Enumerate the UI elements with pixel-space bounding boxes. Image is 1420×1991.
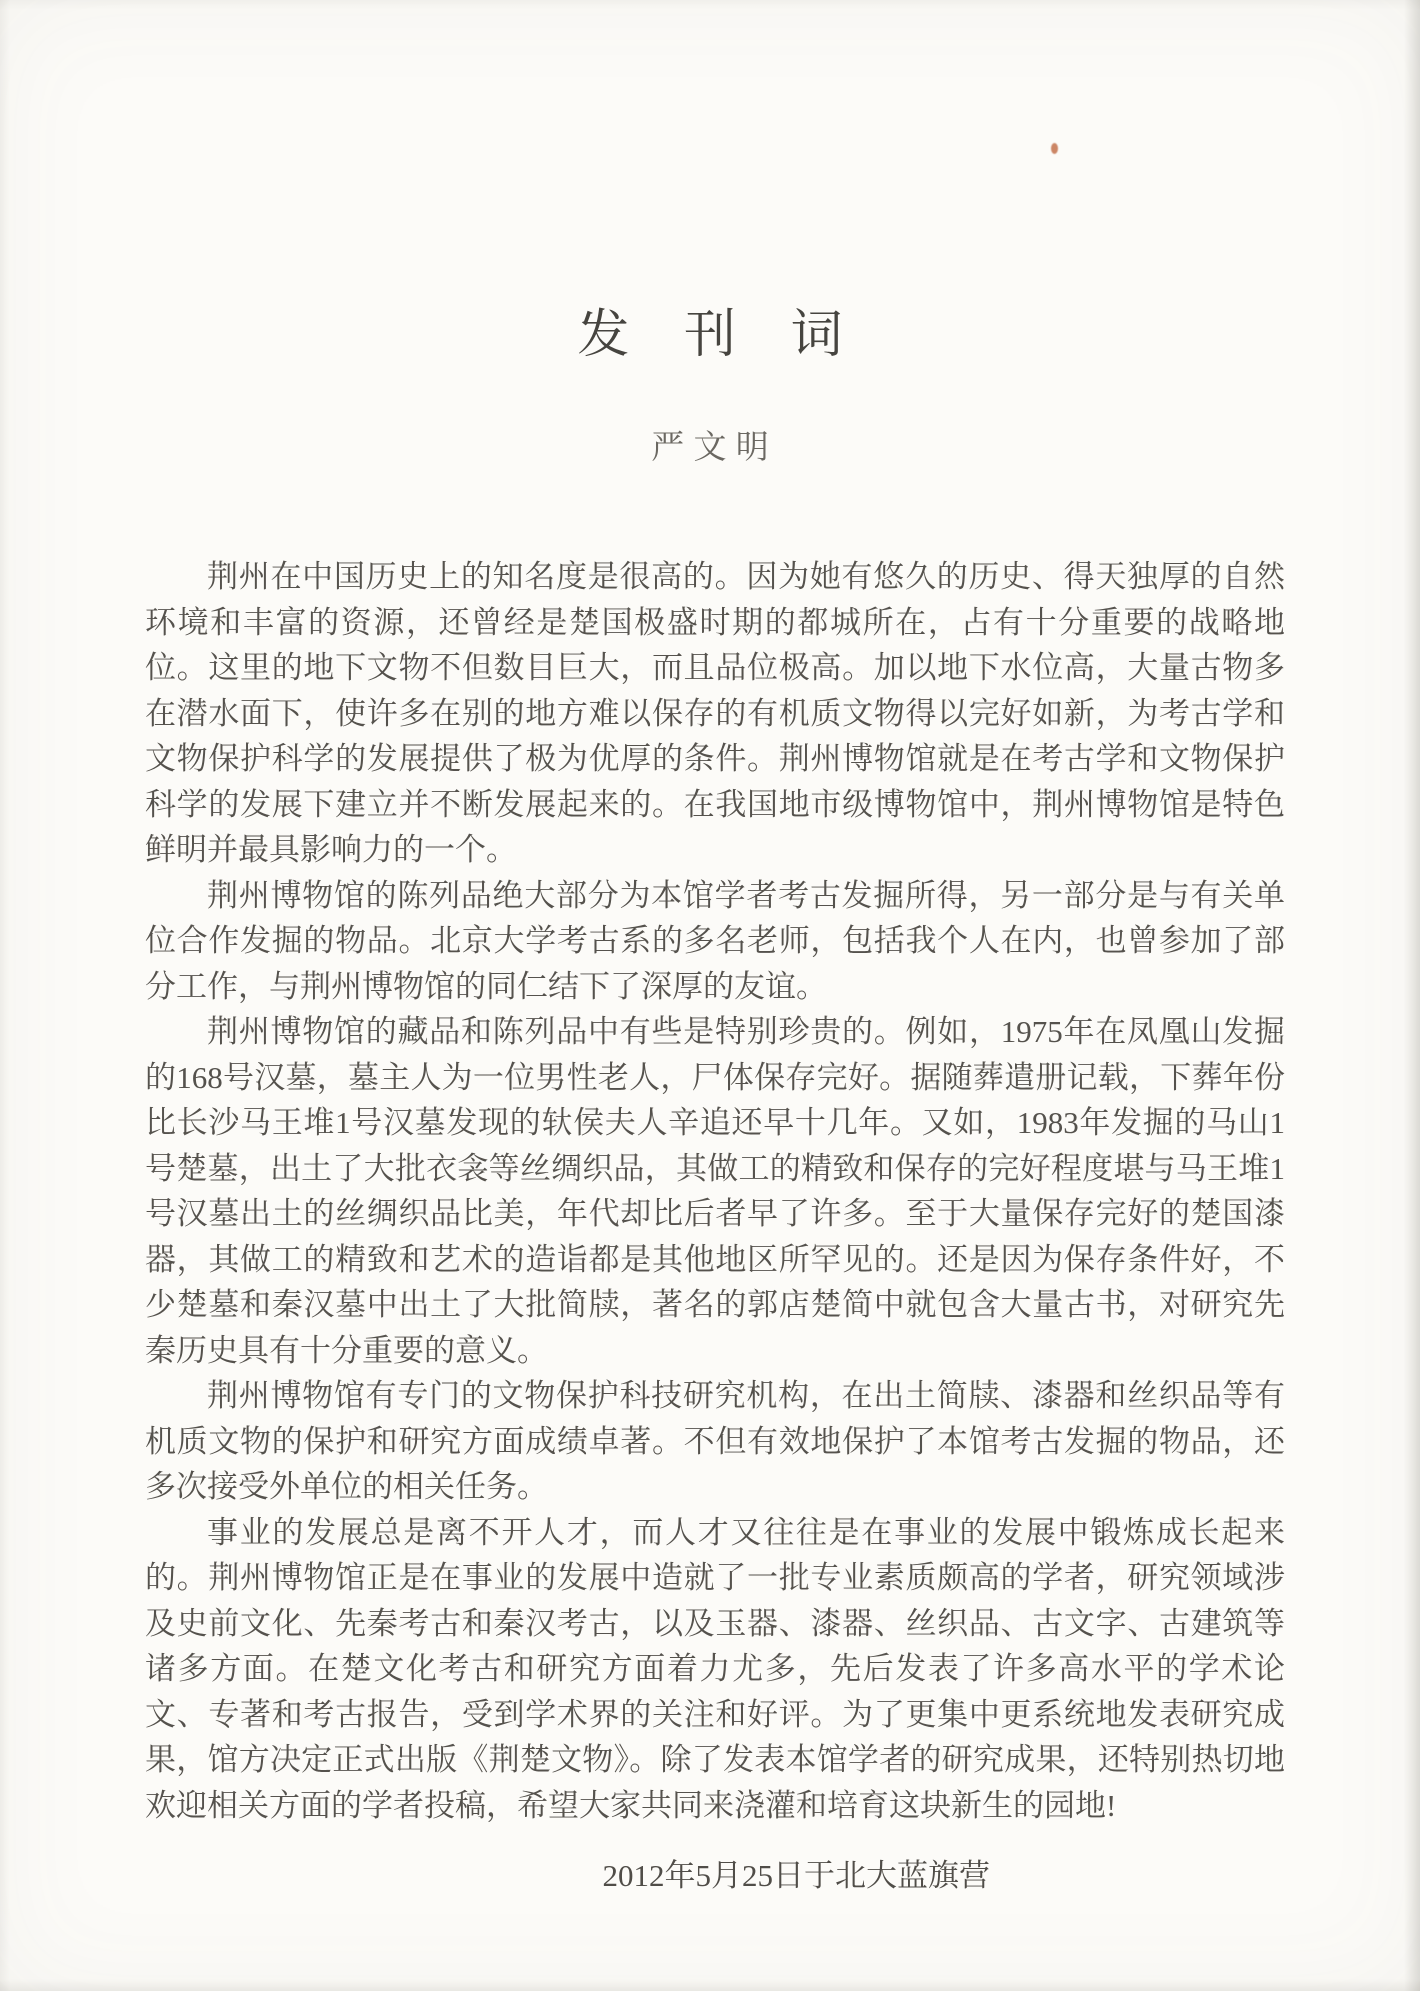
paragraph-3: 荆州博物馆的藏品和陈列品中有些是特别珍贵的。例如，1975年在凤凰山发掘的168号汉墓，墓主人为一位男性老人，尸体保存完好。据随葬遣册记载，下葬年份比长沙马王堆1号汉墓发现的轪侯夫人辛追还早十几年。又如，1983年发掘的马山1号楚墓，出土了大批衣衾等丝绸织品，其做工的精致和保存的完好程度堪与马王堆1号汉墓出土的丝绸织品比美，年代却比后者早了许多。至于大量保存完好的楚国漆器，其做工的精致和艺术的造诣都是其他地区所罕见的。还是因为保存条件好，不少楚墓和秦汉墓中出土了大批简牍，著名的郭店楚简中就包含大量古书，对研究先秦历史具有十分重要的意义。: [145, 1014, 1285, 1368]
author-name: 严文明: [651, 430, 778, 466]
body-text: [145, 468, 1285, 1828]
paragraph-4: 荆州博物馆有专门的文物保护科技研究机构，在出土简牍、漆器和丝织品等有机质文物的保护和研究方面成绩卓著。不但有效地保护了本馆考古发掘的物品，还多次接受外单位的相关任务。: [145, 1378, 1285, 1504]
dateline: 2012年5月25日于北大蓝旗营: [602, 1858, 990, 1893]
page-title: 发刊词: [577, 307, 898, 364]
paragraph-2: 荆州博物馆的陈列品绝大部分为本馆学者考古发掘所得，另一部分是与有关单位合作发掘的物品。北京大学考古系的多名老师，包括我个人在内，也曾参加了部分工作，与荆州博物馆的同仁结下了深厚的友谊。: [145, 877, 1285, 1004]
paragraph-1: 荆州在中国历史上的知名度是很高的。因为她有悠久的历史、得天独厚的自然环境和丰富的资源，还曾经是楚国极盛时期的都城所在，占有十分重要的战略地位。这里的地下文物不但数目巨大，而且品位极高。加以地下水位高，大量古物多在潜水面下，使许多在别的地方难以保存的有机质文物得以完好如新，为考古学和文物保护科学的发展提供了极为优厚的条件。荆州博物馆就是在考古学和文物保护科学的发展下建立并不断发展起来的。在我国地市级博物馆中，荆州博物馆是特色鲜明并最具影响力的一个。: [145, 559, 1285, 867]
scan-speck: [1051, 143, 1058, 154]
paragraph-5: 事业的发展总是离不开人才，而人才又往往是在事业的发展中锻炼成长起来的。荆州博物馆正是在事业的发展中造就了一批专业素质颇高的学者，研究领域涉及史前文化、先秦考古和秦汉考古，以及玉器、漆器、丝织品、古文字、古建筑等诸多方面。在楚文化考古和研究方面着力尤多，先后发表了许多高水平的学术论文、专著和考古报告，受到学术界的关注和好评。为了更集中更系统地发表研究成果，馆方决定正式出版《荆楚文物》。除了发表本馆学者的研究成果，还特别热切地欢迎相关方面的学者投稿，希望大家共同来浇灌和培育这块新生的园地!: [145, 1514, 1285, 1823]
